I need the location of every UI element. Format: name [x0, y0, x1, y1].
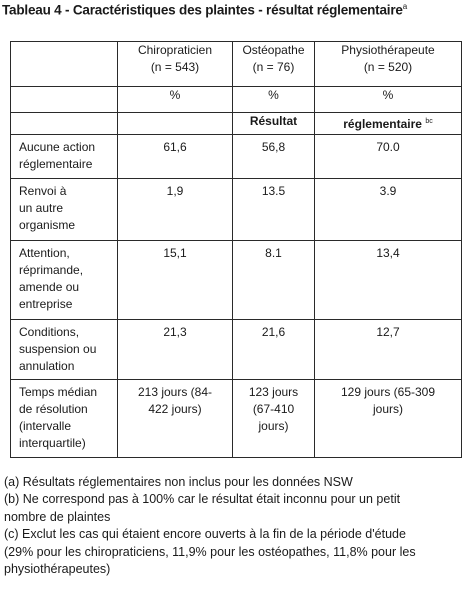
- footnote-line: (29% pour les chiropraticiens, 11,9% pour les ostéopathes, 11,8% pour les: [4, 544, 416, 559]
- cell-value: [118, 380, 233, 458]
- table-row: [11, 241, 462, 320]
- header-col-n: (n = 76): [252, 60, 295, 74]
- cell-value: 1,9: [118, 179, 233, 241]
- header-osteopathe: [233, 42, 315, 87]
- row-label-line: amende ou: [19, 280, 80, 294]
- header-col-n: (n = 520): [363, 60, 413, 74]
- subheader-reglementaire-text: réglementaire: [343, 117, 422, 131]
- cell-value-line: 123 jours: [248, 385, 299, 399]
- subheader-footnote-marker: bc: [425, 118, 433, 125]
- header-physiotherapeute: [315, 42, 462, 87]
- table-title-text: Tableau 4 - Caractéristiques des plaintes - résultat réglementaire: [2, 2, 403, 18]
- unit-cell: %: [315, 87, 462, 113]
- row-label-fragment: résolution: [35, 402, 88, 416]
- subheader-reglementaire: [315, 113, 462, 135]
- unit-empty-cell: [11, 87, 118, 113]
- row-label-line: Aucune action: [19, 140, 96, 154]
- row-label-line: réglementaire: [19, 157, 93, 171]
- header-col-name: Ostéopathe: [242, 43, 305, 57]
- row-label: [11, 135, 118, 179]
- cell-value: 15,1: [118, 241, 233, 320]
- cell-value-line: jours): [258, 419, 289, 433]
- subheader-resultat: Résultat: [233, 113, 315, 135]
- cell-value: 21,6: [233, 320, 315, 380]
- subheader-empty-cell: [118, 113, 233, 135]
- table-row: [11, 179, 462, 241]
- row-label: [11, 179, 118, 241]
- unit-cell: %: [118, 87, 233, 113]
- cell-value-line: (67-410: [252, 402, 295, 416]
- footnote-line: (c) Exclut les cas qui étaient encore ouverts à la fin de la période d'étude: [4, 527, 406, 542]
- row-label-line: un autre: [19, 201, 64, 215]
- row-label: [11, 380, 118, 458]
- cell-value: [315, 380, 462, 458]
- footnote-line: physiothérapeutes): [4, 562, 111, 577]
- subheader-row: [11, 113, 462, 135]
- row-label-line: suspension ou: [19, 342, 97, 356]
- cell-value: 70.0: [315, 135, 462, 179]
- table-row: [11, 135, 462, 179]
- unit-row: [11, 87, 462, 113]
- cell-value-line: jours): [372, 402, 403, 416]
- row-label-line: [19, 401, 117, 418]
- cell-value: 12,7: [315, 320, 462, 380]
- footnote-line: (b) Ne correspond pas à 100% car le résultat était inconnu pour un petit: [4, 492, 401, 507]
- subheader-empty-cell: [11, 113, 118, 135]
- footnote-line: nombre de plaintes: [4, 509, 111, 524]
- header-col-name: Physiothérapeute: [341, 43, 435, 57]
- row-label-fragment: de: [19, 402, 33, 416]
- header-chiropraticien: [118, 42, 233, 87]
- header-col-n: (n = 543): [150, 60, 200, 74]
- footnotes: [4, 474, 464, 578]
- row-label-line: interquartile): [19, 436, 86, 450]
- row-label-line: réprimande,: [19, 263, 84, 277]
- cell-value-line: 129 jours (65-309: [340, 385, 436, 399]
- cell-value: 3.9: [315, 179, 462, 241]
- header-empty-cell: [11, 42, 118, 87]
- row-label-line: organisme: [19, 218, 76, 232]
- unit-cell: %: [233, 87, 315, 113]
- cell-value: 61,6: [118, 135, 233, 179]
- cell-value-line: 213 jours (84-: [137, 385, 213, 399]
- row-label: [11, 241, 118, 320]
- row-label-line: annulation: [19, 359, 75, 373]
- cell-value: 8.1: [233, 241, 315, 320]
- row-label-line: (intervalle: [19, 419, 72, 433]
- footnote-line: (a) Résultats réglementaires non inclus pour les données NSW: [4, 475, 353, 489]
- row-label-line: Attention,: [19, 246, 70, 260]
- row-label-line: Renvoi à: [19, 184, 67, 198]
- header-row: [11, 42, 462, 87]
- cell-value: 13,4: [315, 241, 462, 320]
- cell-value: 56,8: [233, 135, 315, 179]
- header-col-name: Chiropraticien: [137, 43, 213, 57]
- cell-value: 13.5: [233, 179, 315, 241]
- table-row: [11, 320, 462, 380]
- row-label: [11, 320, 118, 380]
- table-title: [2, 2, 464, 18]
- cell-value: 21,3: [118, 320, 233, 380]
- row-label-line: Temps médian: [19, 385, 98, 399]
- table-title-footnote-marker: a: [402, 2, 407, 11]
- cell-value-line: 422 jours): [148, 402, 202, 416]
- row-label-line: entreprise: [19, 297, 73, 311]
- row-label-line: Conditions,: [19, 325, 80, 339]
- cell-value: [233, 380, 315, 458]
- complaints-table: [10, 41, 462, 458]
- table-row: [11, 380, 462, 458]
